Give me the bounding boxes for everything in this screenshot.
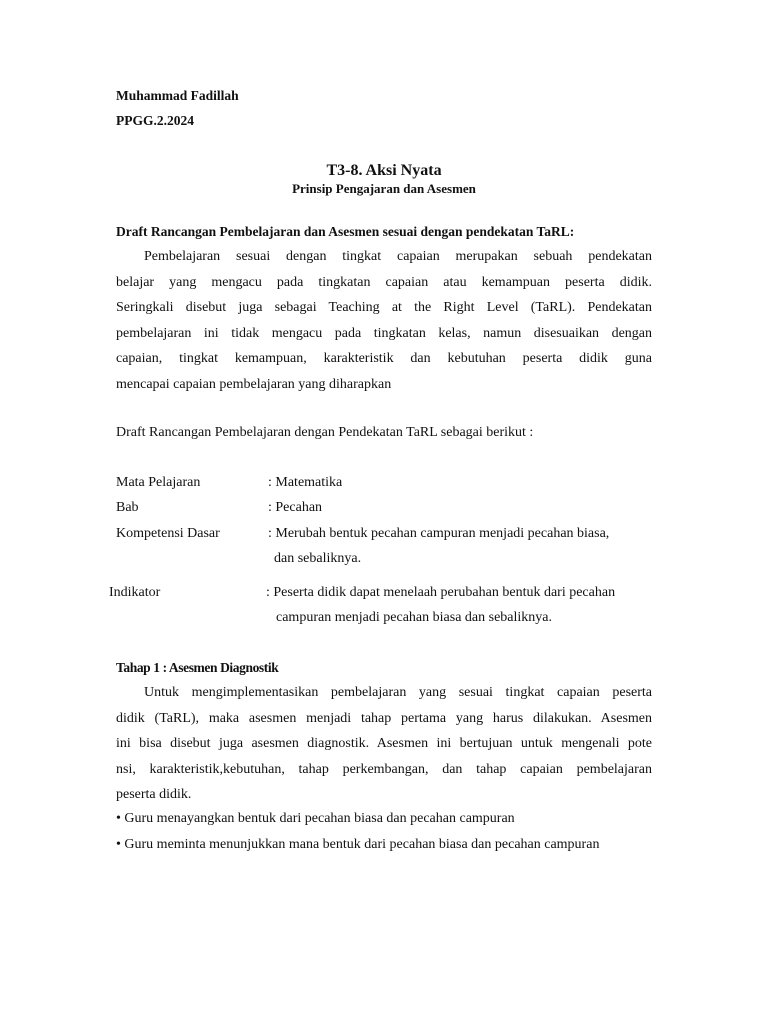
indikator-label: Indikator [109, 585, 161, 600]
document-title: T3-8. Aksi Nyata [326, 162, 442, 179]
bab-label: Bab [116, 500, 139, 515]
bullet-item: • Guru meminta menunjukkan mana bentuk dari pecahan biasa dan pecahan campuran [116, 837, 600, 852]
paragraph-line: Seringkali disebut juga sebagai Teaching at the Right Level (TaRL). Pendekatan [116, 300, 652, 315]
tahap1-heading: Tahap 1 : Asesmen Diagnostik [116, 660, 279, 675]
draft-intro: Draft Rancangan Pembelajaran dengan Pendekatan TaRL sebagai berikut : [116, 425, 534, 440]
kompetensi-dasar-value-cont: dan sebaliknya. [274, 551, 362, 566]
tahap1-paragraph [116, 680, 652, 808]
paragraph-line: capaian, tingkat kemampuan, karakteristik dan kebutuhan peserta didik guna [116, 351, 652, 366]
paragraph-line: Untuk mengimplementasikan pembelajaran yang sesuai tingkat capaian peserta [144, 685, 652, 700]
section-heading: Draft Rancangan Pembelajaran dan Asesmen sesuai dengan pendekatan TaRL: [116, 224, 575, 239]
kompetensi-dasar-value: : Merubah bentuk pecahan campuran menjadi pecahan biasa, [268, 526, 610, 541]
author-name: Muhammad Fadillah [116, 88, 239, 103]
mata-pelajaran-value: : Matematika [268, 475, 343, 490]
intro-paragraph [116, 244, 652, 397]
kompetensi-dasar-label: Kompetensi Dasar [116, 526, 220, 541]
paragraph-line: peserta didik. [116, 787, 192, 802]
paragraph-line: nsi, karakteristik,kebutuhan, tahap perkembangan, dan tahap capaian pembelajaran [116, 761, 652, 777]
paragraph-line: pembelajaran ini tidak mengacu pada tingkatan kelas, namun disesuaikan dengan [116, 325, 652, 341]
paragraph-line: ini bisa disebut juga asesmen diagnostik. Asesmen ini bertujuan untuk mengenali pote [116, 736, 652, 751]
bullet-item: • Guru menayangkan bentuk dari pecahan biasa dan pecahan campuran [116, 811, 515, 826]
paragraph-line: Pembelajaran sesuai dengan tingkat capaian merupakan sebuah pendekatan [144, 249, 652, 264]
paragraph-line: mencapai capaian pembelajaran yang diharapkan [116, 376, 392, 392]
indikator-value-cont: campuran menjadi pecahan biasa dan sebaliknya. [276, 610, 552, 625]
document-subtitle: Prinsip Pengajaran dan Asesmen [292, 181, 476, 196]
bab-value: : Pecahan [268, 500, 323, 515]
paragraph-line: belajar yang mengacu pada tingkatan capaian atau kemampuan peserta didik. [116, 274, 652, 290]
document-code: PPGG.2.2024 [116, 113, 194, 128]
indikator-value: : Peserta didik dapat menelaah perubahan bentuk dari pecahan [266, 585, 616, 600]
paragraph-line: didik (TaRL), maka asesmen menjadi tahap pertama yang harus dilakukan. Asesmen [116, 710, 652, 726]
mata-pelajaran-label: Mata Pelajaran [116, 475, 201, 490]
